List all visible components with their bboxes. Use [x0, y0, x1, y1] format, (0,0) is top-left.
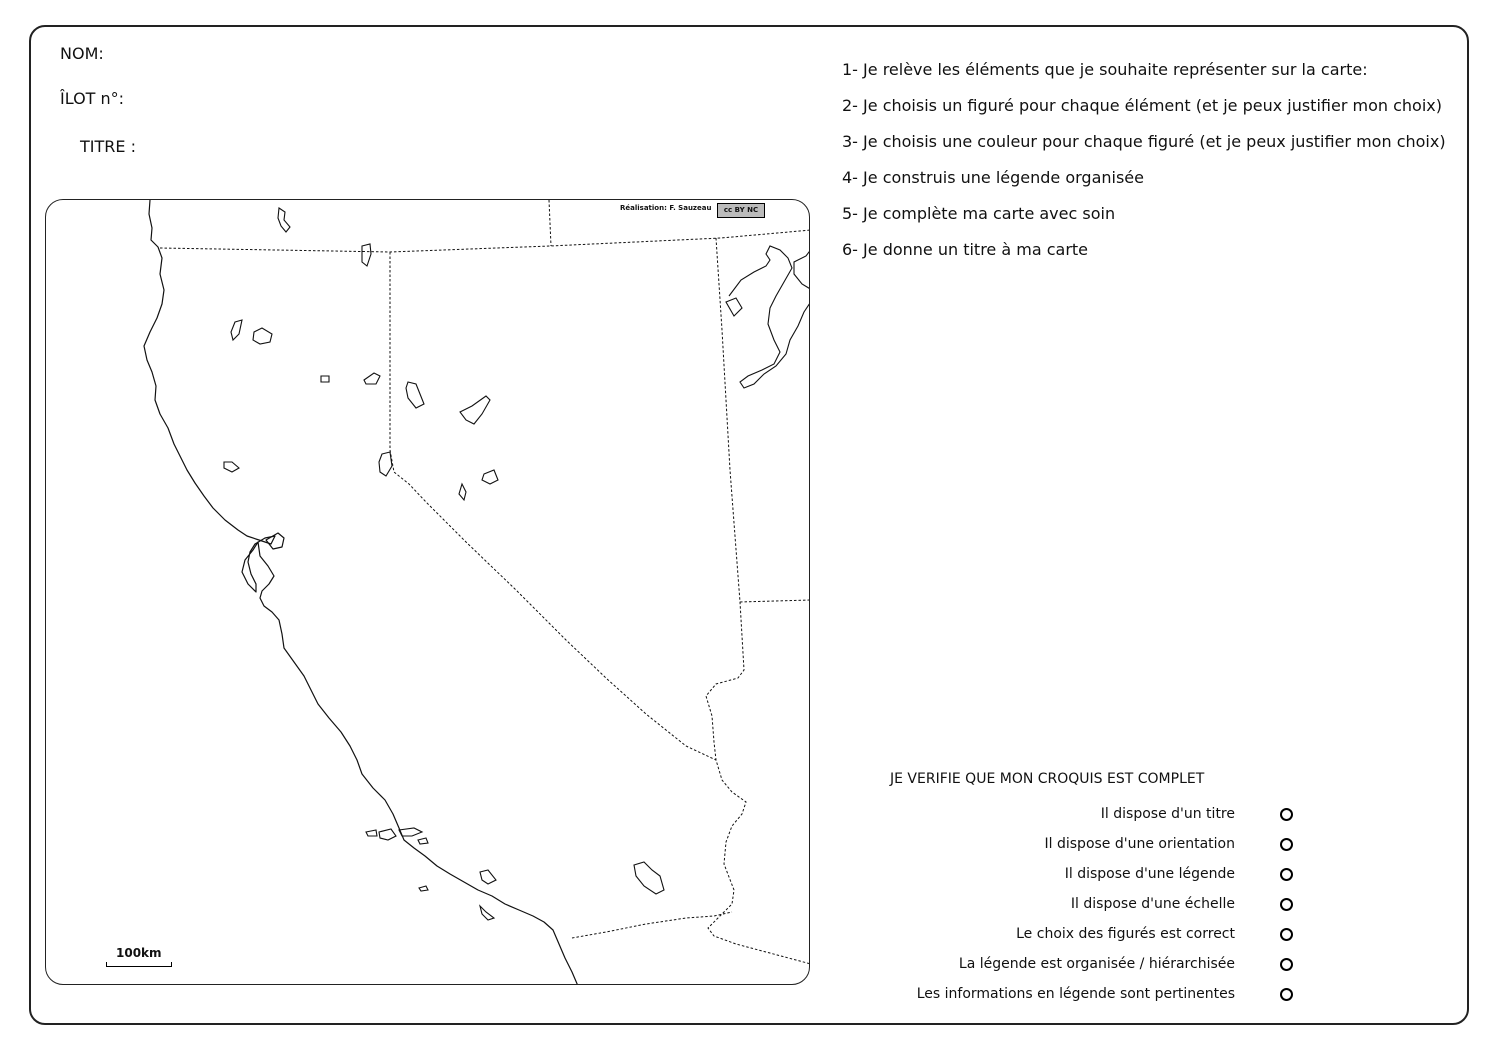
checklist-title: JE VERIFIE QUE MON CROQUIS EST COMPLET — [890, 771, 1205, 787]
instruction-step: 3- Je choisis une couleur pour chaque figuré (et je peux justifier mon choix) — [842, 132, 1446, 151]
title-label: TITRE : — [80, 137, 136, 156]
checkbox-circle[interactable] — [1280, 958, 1293, 971]
coastline — [144, 200, 578, 985]
checklist — [880, 804, 1300, 1014]
checklist-item-label: Il dispose d'une échelle — [1070, 896, 1235, 912]
checklist-item — [880, 954, 1300, 984]
checkbox-circle[interactable] — [1280, 838, 1293, 851]
state-borders — [160, 200, 810, 964]
scale-label: 100km — [116, 946, 162, 960]
map-frame — [45, 199, 810, 985]
instruction-step: 4- Je construis une légende organisée — [842, 168, 1144, 187]
checklist-item — [880, 864, 1300, 894]
checklist-item — [880, 984, 1300, 1014]
license-badge: cc BY NC — [717, 203, 765, 218]
blank-map-california-nevada — [46, 200, 810, 985]
checkbox-circle[interactable] — [1280, 928, 1293, 941]
checklist-item-label: Il dispose d'une légende — [1064, 866, 1235, 882]
checklist-item — [880, 804, 1300, 834]
checklist-item — [880, 834, 1300, 864]
instruction-step: 1- Je relève les éléments que je souhaite représenter sur la carte: — [842, 60, 1368, 79]
scale-bar — [106, 962, 172, 967]
checklist-item-label: Les informations en légende sont pertinentes — [916, 986, 1235, 1002]
checkbox-circle[interactable] — [1280, 898, 1293, 911]
checklist-item — [880, 894, 1300, 924]
checklist-item-label: Il dispose d'une orientation — [1044, 836, 1235, 852]
checkbox-circle[interactable] — [1280, 988, 1293, 1001]
name-label: NOM: — [60, 44, 104, 63]
instructions-list — [842, 60, 1446, 276]
checkbox-circle[interactable] — [1280, 868, 1293, 881]
checklist-item — [880, 924, 1300, 954]
map-credit: Réalisation: F. Sauzeau — [620, 204, 712, 212]
instruction-step: 5- Je complète ma carte avec soin — [842, 204, 1116, 223]
lakes — [224, 208, 810, 920]
checklist-item-label: Il dispose d'un titre — [1100, 806, 1235, 822]
ilot-label: ÎLOT n°: — [60, 89, 125, 108]
instruction-step: 2- Je choisis un figuré pour chaque élément (et je peux justifier mon choix) — [842, 96, 1442, 115]
checkbox-circle[interactable] — [1280, 808, 1293, 821]
checklist-item-label: Le choix des figurés est correct — [1016, 926, 1235, 942]
checklist-item-label: La légende est organisée / hiérarchisée — [958, 956, 1235, 972]
instruction-step: 6- Je donne un titre à ma carte — [842, 240, 1089, 259]
